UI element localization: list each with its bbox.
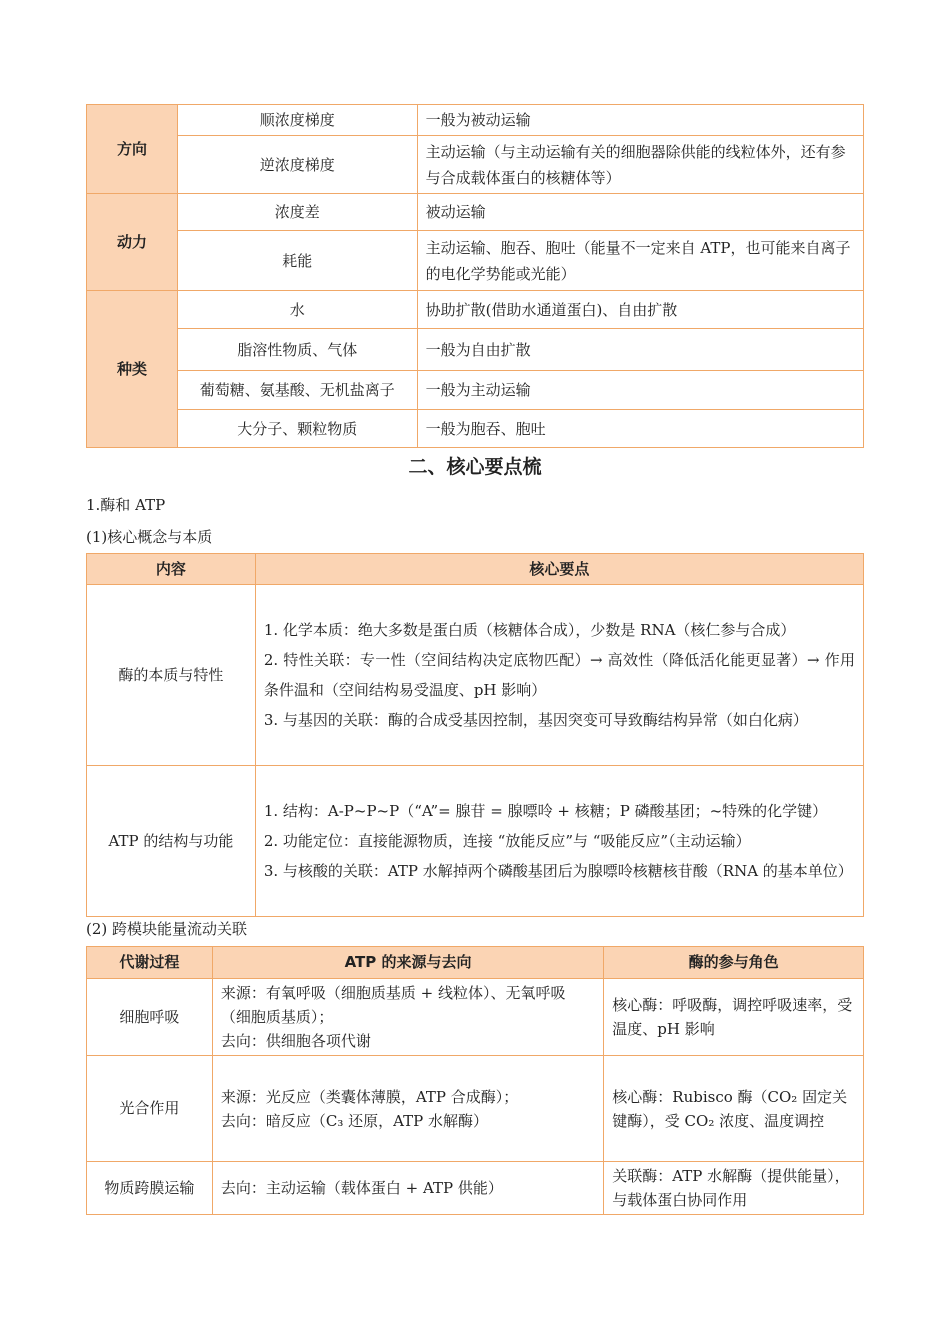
sub-cell: 葡萄糖、氨基酸、无机盐离子: [177, 371, 417, 410]
heading-core-concepts: (1)核心概念与本质: [86, 528, 213, 546]
point: 1. 结构：A-P~P~P（“A”= 腺苷 = 腺嘌呤 + 核糖；P 磷酸基团；~特殊的化学键）: [263, 802, 828, 821]
sub-cell: 大分子、颗粒物质: [177, 410, 417, 448]
atp-line: 来源：光反应（类囊体薄膜，ATP 合成酶）；: [220, 1087, 519, 1106]
row-name: 酶的本质与特性: [87, 585, 256, 766]
point: 2. 功能定位：直接能源物质，连接 “放能反应”与 “吸能反应”（主动运输）: [263, 832, 751, 851]
sub-cell: 水: [177, 291, 417, 329]
sub-cell: 逆浓度梯度: [177, 136, 417, 194]
point: 2. 特性关联：专一性（空间结构决定底物匹配）→ 高效性（降低活化能更显著）→ 作用条件温和（空间结构易受温度、pH 影响）: [263, 651, 855, 700]
sub-cell: 脂溶性物质、气体: [177, 329, 417, 371]
category-type: 种类: [87, 291, 178, 448]
atp-cell: [212, 1056, 603, 1162]
energy-flow-table: [86, 946, 864, 1215]
process-cell: 细胞呼吸: [87, 979, 213, 1056]
sub-cell: 耗能: [177, 231, 417, 291]
desc-cell: 主动运输、胞吞、胞吐（能量不一定来自 ATP，也可能来自离子的电化学势能或光能）: [417, 231, 863, 291]
atp-line: 去向：暗反应（C₃ 还原，ATP 水解酶）: [220, 1111, 488, 1130]
point: 3. 与核酸的关联：ATP 水解掉两个磷酸基团后为腺嘌呤核糖核苷酸（RNA 的基本单位）: [263, 862, 853, 881]
atp-cell: [212, 979, 603, 1056]
atp-cell: [212, 1162, 603, 1215]
desc-cell: 被动运输: [417, 194, 863, 231]
category-direction: 方向: [87, 105, 178, 194]
header-key-points: 核心要点: [255, 554, 863, 585]
enzyme-cell: 关联酶：ATP 水解酶（提供能量），与载体蛋白协同作用: [604, 1162, 864, 1215]
row-name: ATP 的结构与功能: [87, 766, 256, 917]
desc-cell: 一般为胞吞、胞吐: [417, 410, 863, 448]
heading-energy-flow: (2) 跨模块能量流动关联: [86, 920, 248, 938]
transport-table: [86, 104, 864, 448]
desc-cell: 一般为主动运输: [417, 371, 863, 410]
enzyme-cell: 核心酶：Rubisco 酶（CO₂ 固定关键酶），受 CO₂ 浓度、温度调控: [604, 1056, 864, 1162]
desc-cell: 一般为自由扩散: [417, 329, 863, 371]
desc-cell: 协助扩散(借助水通道蛋白)、自由扩散: [417, 291, 863, 329]
header-content: 内容: [87, 554, 256, 585]
points-cell: [255, 766, 863, 917]
category-power: 动力: [87, 194, 178, 291]
desc-cell: 一般为被动运输: [417, 105, 863, 136]
atp-line: 去向：供细胞各项代谢: [220, 1032, 371, 1050]
process-cell: 光合作用: [87, 1056, 213, 1162]
point: 1. 化学本质：绝大多数是蛋白质（核糖体合成），少数是 RNA（核仁参与合成）: [263, 621, 796, 640]
heading-enzyme-atp: 1.酶和 ATP: [86, 496, 166, 514]
header-process: 代谢过程: [87, 947, 213, 979]
header-enzyme: 酶的参与角色: [604, 947, 864, 979]
point: 3. 与基因的关联：酶的合成受基因控制，基因突变可导致酶结构异常（如白化病）: [263, 711, 808, 730]
enzyme-atp-table: [86, 553, 864, 917]
atp-line: 去向：主动运输（载体蛋白 + ATP 供能）: [220, 1179, 503, 1197]
sub-cell: 顺浓度梯度: [177, 105, 417, 136]
atp-line: 来源：有氧呼吸（细胞质基质 + 线粒体）、无氧呼吸（细胞质基质）；: [220, 984, 566, 1026]
header-atp: ATP 的来源与去向: [212, 947, 603, 979]
process-cell: 物质跨膜运输: [87, 1162, 213, 1215]
desc-cell: 主动运输（与主动运输有关的细胞器除供能的线粒体外，还有参与合成载体蛋白的核糖体等）: [417, 136, 863, 194]
sub-cell: 浓度差: [177, 194, 417, 231]
enzyme-cell: 核心酶：呼吸酶，调控呼吸速率，受温度、pH 影响: [604, 979, 864, 1056]
section-title: 二、核心要点梳: [408, 456, 542, 478]
points-cell: [255, 585, 863, 766]
